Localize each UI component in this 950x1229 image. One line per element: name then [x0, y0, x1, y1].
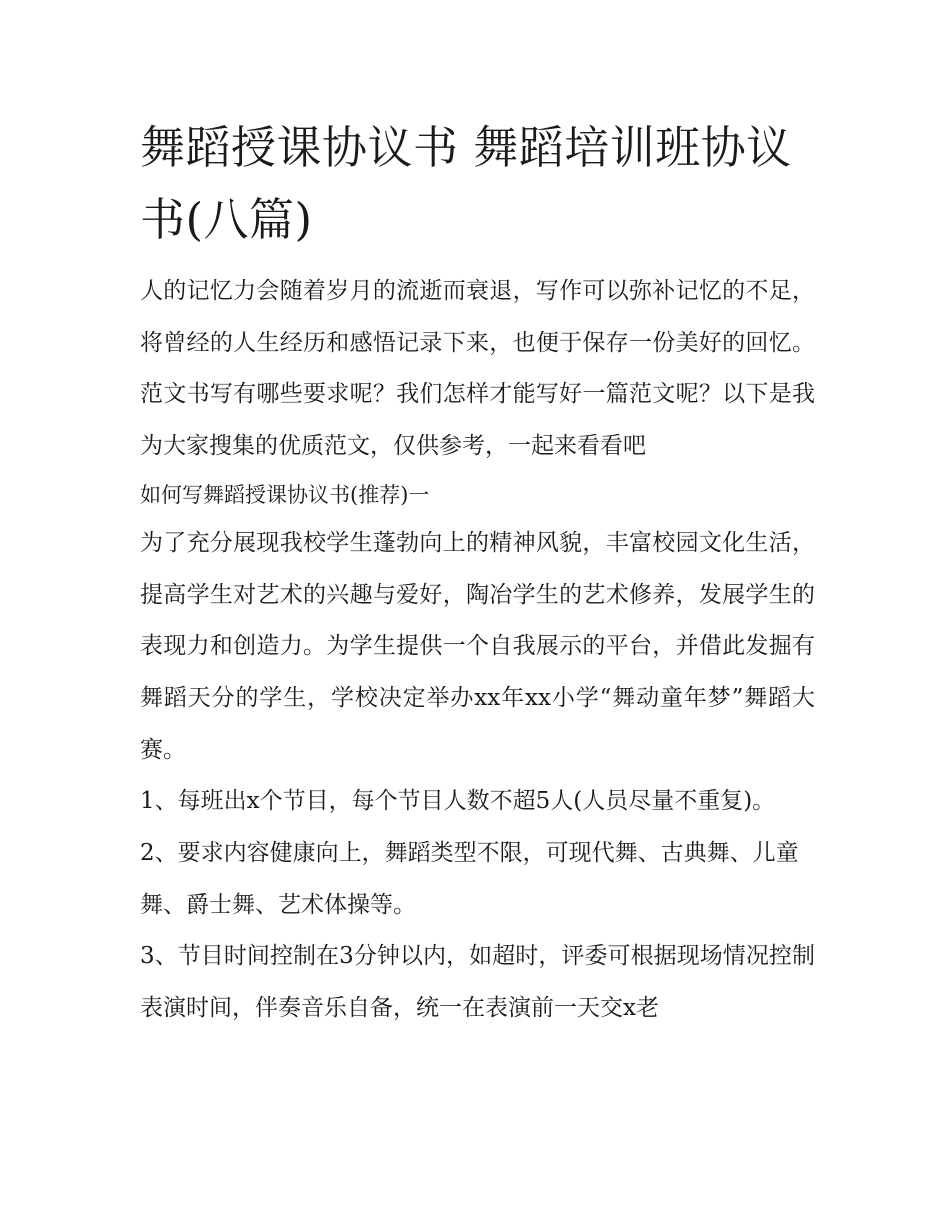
list-item-3: 3、节目时间控制在3分钟以内，如超时，评委可根据现场情况控制表演时间，伴奏音乐自备，统一在表演前一天交x老: [140, 943, 815, 1022]
section-heading: 如何写舞蹈授课协议书(推荐)一: [140, 482, 430, 507]
list-item-1-2: 1、每班出x个节目，每个节目人数不超5人(人员尽量不重复)。 2、要求内容健康向上，舞蹈类型不限，可现代舞、古典舞、儿童舞、爵士舞、艺术体操等。: [140, 788, 799, 918]
document-title: 舞蹈授课协议书 舞蹈培训班协议书(八篇): [140, 121, 792, 246]
document-body: [140, 266, 815, 1035]
intro-paragraph: 人的记忆力会随着岁月的流逝而衰退，写作可以弥补记忆的不足，将曾经的人生经历和感悟记录下来，也便于保存一份美好的回忆。范文书写有哪些要求呢？我们怎样才能写好一篇范文呢？以下是我为大家搜集的优质范文，仅供参考，一起来看看吧: [140, 278, 815, 460]
body-paragraph-1: 为了充分展现我校学生蓬勃向上的精神风貌，丰富校园文化生活，提高学生对艺术的兴趣与爱好，陶冶学生的艺术修养，发展学生的表现力和创造力。为学生提供一个自我展示的平台，并借此发掘有舞蹈天分的学生，学校决定举办xx年xx小学“舞动童年梦”舞蹈大赛。: [140, 529, 815, 763]
document-page: [140, 112, 815, 1035]
